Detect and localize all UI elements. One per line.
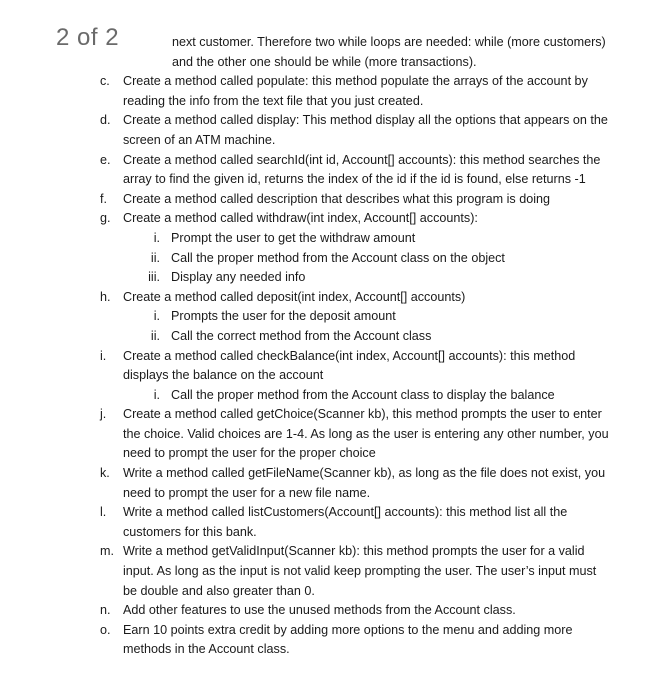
list-item-h bbox=[0, 288, 659, 308]
list-item-text: Create a method called populate: this method populate the arrays of the account by bbox=[123, 74, 588, 89]
list-item-m bbox=[0, 542, 659, 562]
page-indicator: 2 of 2 bbox=[56, 24, 120, 51]
list-item-text: screen of an ATM machine. bbox=[123, 132, 276, 147]
list-item-c-continued bbox=[0, 92, 659, 112]
list-item-label: j. bbox=[100, 407, 107, 422]
list-item-label: h. bbox=[100, 289, 111, 304]
list-item-text: Add other features to use the unused methods from the Account class. bbox=[123, 603, 516, 618]
sub-item-label: i. bbox=[153, 230, 160, 245]
list-item-label: e. bbox=[100, 152, 111, 167]
list-item-text: the choice. Valid choices are 1-4. As long as the user is entering any other number, you bbox=[123, 426, 609, 441]
list-item-text: input. As long as the input is not valid keep prompting the user. The user’s input must bbox=[123, 564, 597, 579]
intro-line-text: next customer. Therefore two while loops are needed: while (more customers) bbox=[172, 35, 606, 49]
list-item-text: array to find the given id, returns the index of the id if the id is found, else returns -1 bbox=[123, 172, 586, 187]
list-item-text: be double and also greater than 0. bbox=[123, 583, 315, 598]
list-item-text: reading the info from the text file that you just created. bbox=[123, 93, 424, 108]
sub-item-text: Call the proper method from the Account class on the object bbox=[171, 250, 505, 265]
list-item-e bbox=[0, 151, 659, 171]
list-item-text: Create a method called withdraw(int index, Account[] accounts): bbox=[123, 211, 478, 226]
list-item-text: Create a method called deposit(int index, Account[] accounts) bbox=[123, 289, 466, 304]
list-item-g bbox=[0, 209, 659, 229]
sub-item-label: ii. bbox=[150, 328, 160, 343]
sub-item bbox=[0, 327, 659, 347]
list-item-n bbox=[0, 601, 659, 621]
list-item-l bbox=[0, 503, 659, 523]
list-item-i-continued bbox=[0, 366, 659, 386]
list-item-label: o. bbox=[100, 622, 111, 637]
sub-item-label: i. bbox=[153, 309, 160, 324]
sub-item bbox=[0, 268, 659, 288]
sub-item bbox=[0, 386, 659, 406]
list-item-text: Write a method called listCustomers(Account[] accounts): this method list all the bbox=[123, 505, 568, 520]
list-item-e-continued bbox=[0, 170, 659, 190]
sub-item-text: Prompt the user to get the withdraw amount bbox=[171, 230, 416, 245]
sub-item bbox=[0, 249, 659, 269]
intro-line-text: and the other one should be while (more transactions). bbox=[172, 54, 477, 69]
list-item-label: f. bbox=[100, 191, 107, 206]
list-item-text: Create a method called checkBalance(int index, Account[] accounts): this method bbox=[123, 348, 576, 363]
list-item-label: m. bbox=[100, 544, 114, 559]
list-item-text: Create a method called description that describes what this program is doing bbox=[123, 191, 551, 206]
list-item-label: g. bbox=[100, 211, 111, 226]
sub-item-text: Display any needed info bbox=[171, 270, 306, 285]
list-item-o bbox=[0, 621, 659, 641]
sub-item-text: Call the correct method from the Account class bbox=[171, 328, 432, 343]
list-item-d bbox=[0, 111, 659, 131]
sub-item-label: ii. bbox=[150, 250, 160, 265]
list-item-text: Create a method called searchId(int id, Account[] accounts): this method searches the bbox=[123, 152, 601, 167]
list-item-d-continued bbox=[0, 131, 659, 151]
intro-line bbox=[0, 33, 659, 53]
list-item-m-continued bbox=[0, 582, 659, 602]
list-item-text: Write a method called getFileName(Scanner kb), as long as the file does not exist, you bbox=[123, 466, 606, 481]
list-item-text: Write a method getValidInput(Scanner kb): this method prompts the user for a valid bbox=[123, 544, 585, 559]
list-item-f bbox=[0, 190, 659, 210]
list-item-label: d. bbox=[100, 113, 111, 128]
list-item-label: n. bbox=[100, 603, 111, 618]
list-item-text: methods in the Account class. bbox=[123, 642, 290, 657]
list-item-c bbox=[0, 72, 659, 92]
sub-item-label: i. bbox=[153, 387, 160, 402]
list-item-text: Create a method called getChoice(Scanner kb), this method prompts the user to enter bbox=[123, 407, 602, 422]
sub-item-label: iii. bbox=[148, 270, 160, 285]
list-item-j-continued bbox=[0, 425, 659, 445]
list-item-text: Earn 10 points extra credit by adding more options to the menu and adding more bbox=[123, 622, 573, 637]
list-item-j bbox=[0, 405, 659, 425]
list-item-k-continued bbox=[0, 484, 659, 504]
sub-item bbox=[0, 307, 659, 327]
sub-item bbox=[0, 229, 659, 249]
list-item-text: need to prompt the user for the proper choice bbox=[123, 446, 376, 461]
list-item-label: k. bbox=[100, 466, 110, 481]
list-item-text: need to prompt the user for a new file name. bbox=[123, 485, 371, 500]
list-item-label: l. bbox=[100, 505, 107, 520]
assignment-requirements-list bbox=[0, 33, 659, 660]
list-item-l-continued bbox=[0, 523, 659, 543]
list-item-text: customers for this bank. bbox=[123, 524, 257, 539]
list-item-text: Create a method called display: This method display all the options that appears on the bbox=[123, 113, 608, 128]
list-item-o-continued bbox=[0, 640, 659, 660]
intro-line bbox=[0, 53, 659, 73]
list-item-label: i. bbox=[100, 348, 107, 363]
list-item-text: displays the balance on the account bbox=[123, 368, 324, 383]
list-item-label: c. bbox=[100, 74, 110, 89]
list-item-i bbox=[0, 347, 659, 367]
sub-item-text: Prompts the user for the deposit amount bbox=[171, 309, 396, 324]
list-item-m-continued bbox=[0, 562, 659, 582]
list-item-k bbox=[0, 464, 659, 484]
list-item-j-continued bbox=[0, 444, 659, 464]
sub-item-text: Call the proper method from the Account class to display the balance bbox=[171, 387, 555, 402]
